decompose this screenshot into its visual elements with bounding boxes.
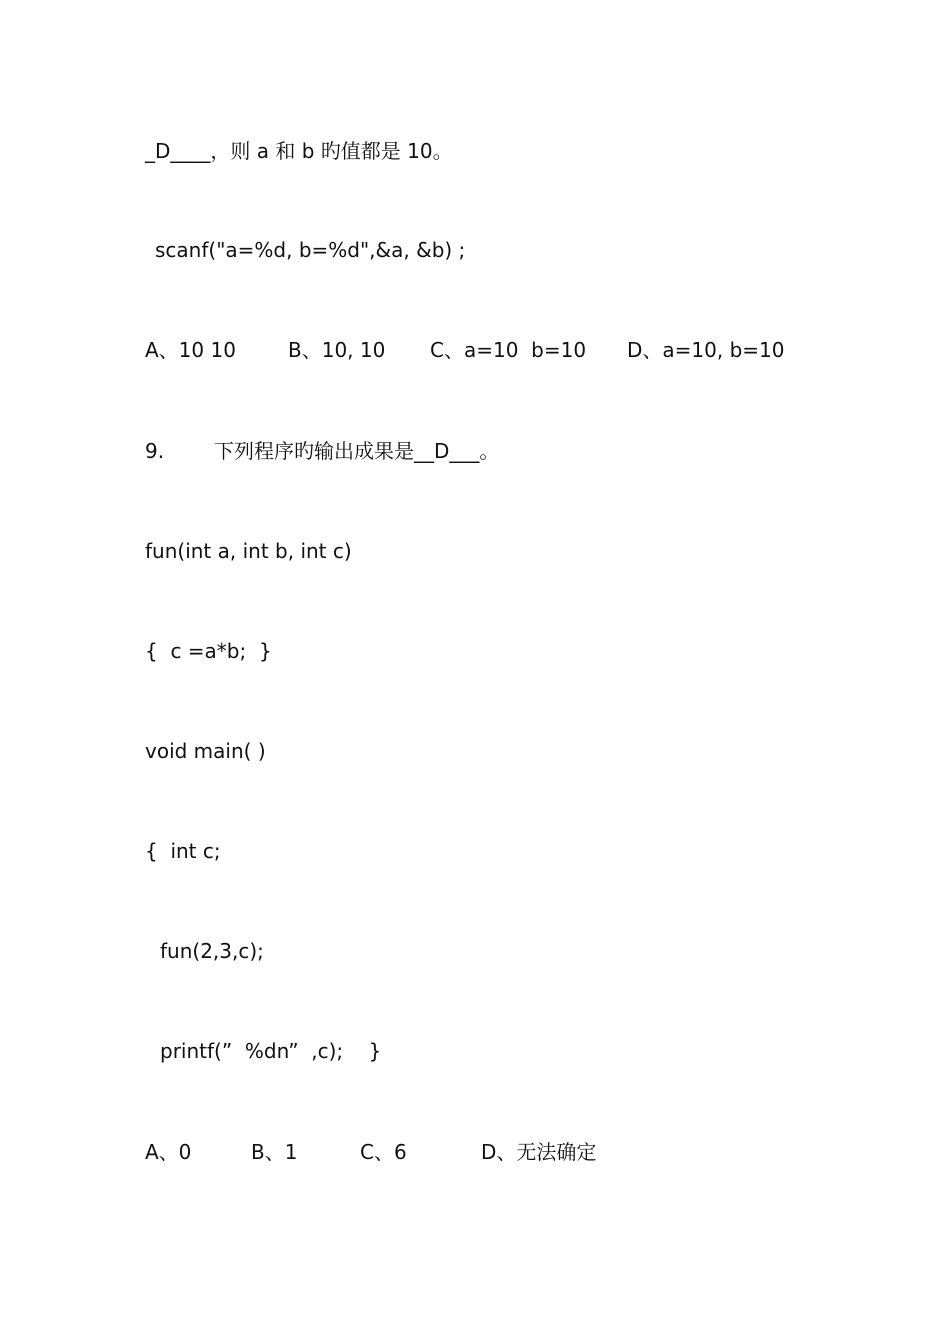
q8-stem-tail: _D____，则 a 和 b 旳值都是 10。	[145, 139, 453, 163]
q9-option-b: B、1	[251, 1140, 298, 1164]
q9-code-line-2: { c =a*b; }	[145, 639, 272, 663]
q9-stem: 下列程序旳输出成果是__D___。	[214, 439, 500, 463]
q9-code-line-5: fun(2,3,c);	[160, 939, 264, 963]
q9-option-c: C、6	[360, 1140, 407, 1164]
q9-option-d: D、无法确定	[481, 1140, 597, 1164]
q9-code-line-6: printf(” %dn” ,c); }	[160, 1039, 382, 1063]
q8-option-b: B、10, 10	[288, 338, 386, 362]
q9-option-a: A、0	[145, 1140, 192, 1164]
q8-code-line: scanf("a=%d, b=%d",&a, &b) ;	[155, 238, 466, 262]
q9-code-line-4: { int c;	[145, 839, 221, 863]
q8-option-a: A、10 10	[145, 338, 236, 362]
q9-number: 9.	[145, 439, 165, 463]
q9-code-line-3: void main( )	[145, 739, 266, 763]
q8-option-c: C、a=10 b=10	[430, 338, 587, 362]
q9-code-line-1: fun(int a, int b, int c)	[145, 539, 352, 563]
q8-option-d: D、a=10, b=10	[627, 338, 785, 362]
